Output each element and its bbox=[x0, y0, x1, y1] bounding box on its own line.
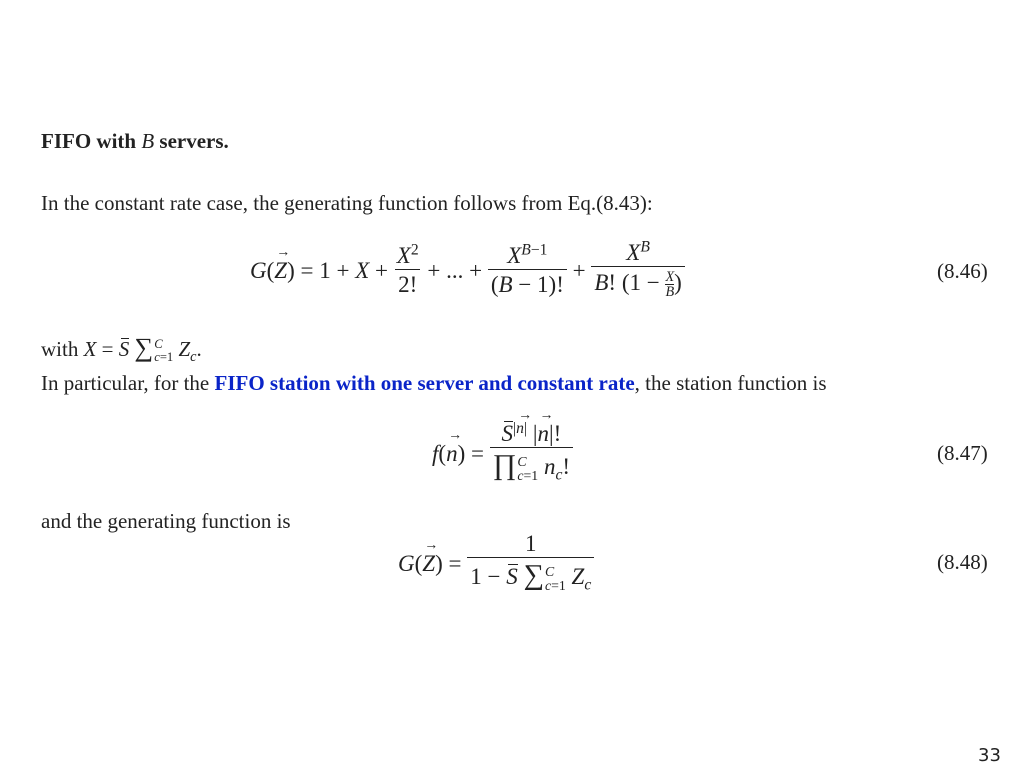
particular-paragraph: In particular, for the FIFO station with one server and constant rate, the station function is bbox=[41, 371, 827, 395]
and-gen-paragraph: and the generating function is bbox=[41, 509, 291, 533]
equation-number-8-46: (8.46) bbox=[937, 259, 988, 283]
page-number: 33 bbox=[978, 745, 1001, 766]
equation-number-8-48: (8.48) bbox=[937, 550, 988, 574]
equation-8-48: G ( → Z ) = 1 1 − S ∑ C c=1 $Z_c$ bbox=[398, 530, 594, 596]
section-heading: FIFO with B servers. bbox=[41, 129, 229, 153]
intro-paragraph: In the constant rate case, the generating function follows from Eq.(8.43): bbox=[41, 191, 653, 215]
highlighted-phrase: FIFO station with one server and constant rate bbox=[214, 371, 635, 395]
equation-8-47: f ( → n ) = $S^{|n|}$ |→ n|! ∏ C c=1 $n_c$! bbox=[432, 418, 573, 488]
equation-8-46: G ( → Z ) = 1 + X + $\frac{X^2}{2!}$ + ... + $\frac{X^{B-1}}{(B - 1)!}$ + $X^B$ B! (1 − $\frac{X}{B}$ ) bbox=[250, 238, 685, 302]
with-definition: with X = S ∑ C c=1 $Z_c$. bbox=[41, 333, 202, 366]
equation-number-8-47: (8.47) bbox=[937, 441, 988, 465]
